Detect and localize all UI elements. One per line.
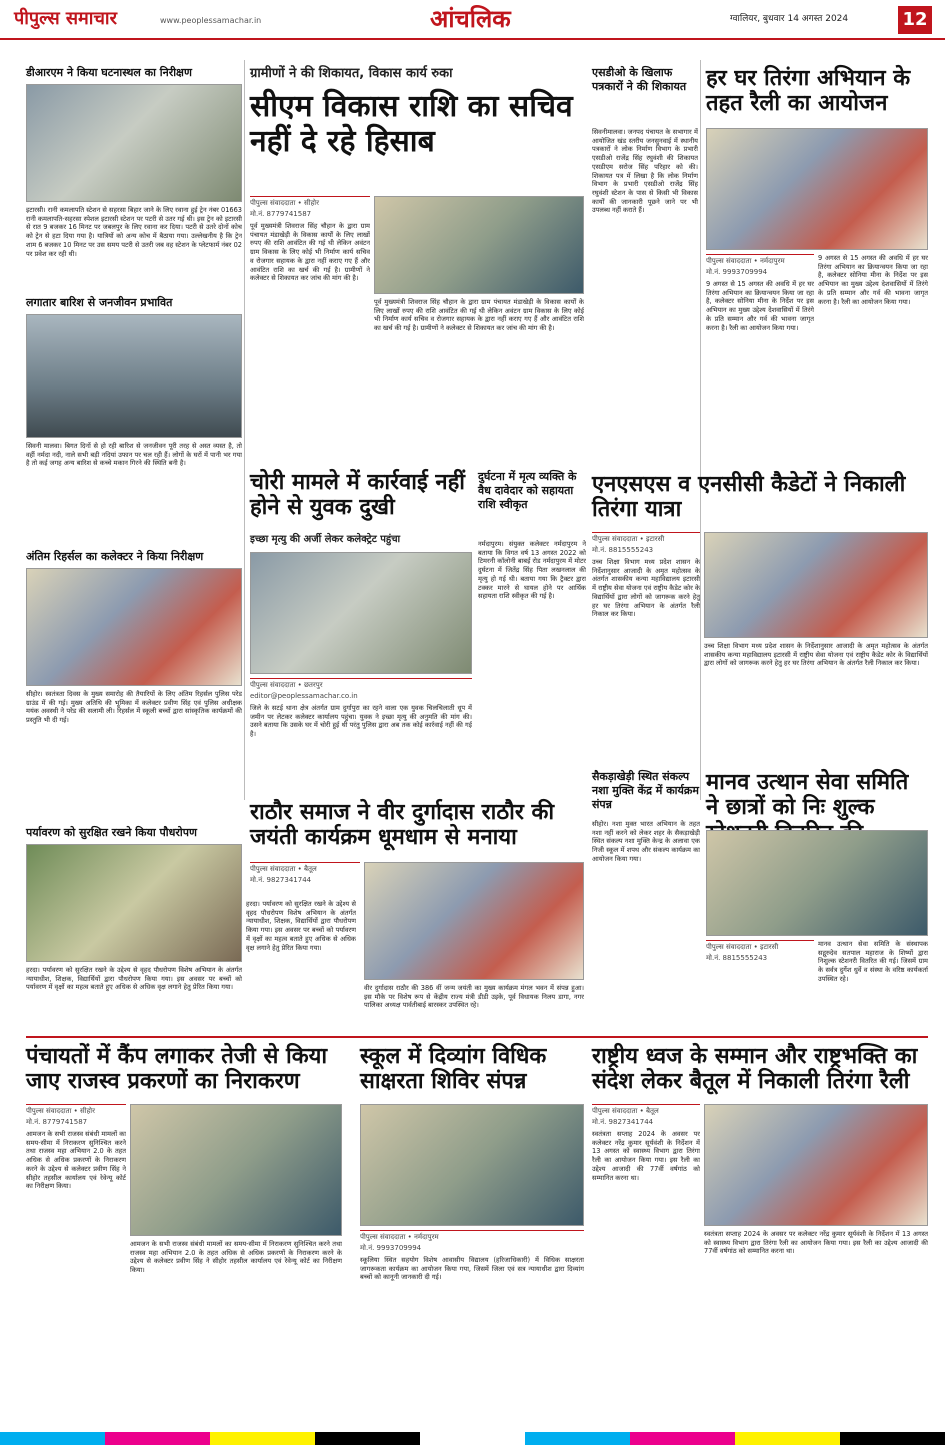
article-body: स्वतंत्रता सप्ताह 2024 के अवसर पर कलेक्टर नरेंद्र कुमार सूर्यवंशी के निर्देशन में 13 अगस्त को स्वास्थ्य विभाग द्वारा तिरंगा रैली का आयोजन किया गया। इस रैली का उद्देश्य आजादी की 77वीं वर्षगांठ को सम्मानित करना था। (592, 1130, 700, 1182)
article-headline: लगातार बारिश से जनजीवन प्रभावित (26, 296, 173, 309)
news-photo (26, 84, 242, 202)
news-photo (360, 1104, 584, 1226)
byline-mobile: मो.नं. 9827341744 (250, 876, 312, 884)
article-body: सिवनीमालवा। जनपद पंचायत के सभागार में आयोजित खंड स्तरीय जनसुनवाई में स्थानीय पत्रकारों ने लोक निर्माण विभाग के प्रभारी एसडीओ राजेंद्र सिंह रघुवंशी की शिकायत एसडीएम सरोज सिंह परिहार को की। शिकायत पत्र में लिखा है कि लोक निर्माण विभाग के प्रभारी एसडीओ राजेंद्र सिंह रघुवंशी स्टेशन के पास से किसी भी विकास कार्यों की जानकारी पूछने जाने पर भी उपलब्ध नहीं कराते हैं। (592, 128, 698, 215)
article-body: स्कूलिया स्थित सहयोग विशेष आवासीय विद्यालय (हरिजाधिकारी) में विधिक साक्षरता जागरूकता कार्यक्रम का आयोजन किया गया, जिसमें जिला एवं सत्र न्यायाधीश द्वारा दिव्यांग बच्चों को कानूनी जानकारी दी गई। (360, 1256, 584, 1282)
byline: पीपुल्स संवाददाता • बैतूल (250, 862, 360, 874)
article-headline: चोरी मामले में कार्रवाई नहीं होने से युवक दुखी (250, 469, 465, 521)
article-body: सीहोर। नशा मुक्त भारत अभियान के तहत नशा नहीं करने को लेकर शहर के सैकड़ाखेड़ी स्थित संकल्प नशा मुक्ति केन्द्र के अलावा एक निजी स्कूल में शपथ और संकल्प कार्यक्रम का आयोजन किया गया। (592, 820, 700, 863)
news-photo (130, 1104, 342, 1236)
article-body: उच्च शिक्षा विभाग मध्य प्रदेश शासन के निर्देशानुसार आजादी के अमृत महोत्सव के अंतर्गत शासकीय कन्या महाविद्यालय इटारसी में राष्ट्रीय सेवा योजना एवं राष्ट्रीय कैडेट कोर के विद्यार्थियों द्वारा लोगों को जागरूक करने हेतु हर घर तिरंगा अभियान के अंतर्गत रैली निकाल कर किया। (592, 558, 700, 619)
article-body: जिले के सटई थाना क्षेत्र अंतर्गत ग्राम दुर्गापुरा का रहने वाला एक युवक चिलचिलाती धूप में जमीन पर लेटकर कलेक्टर कार्यालय पहुंचा। युवक ने इच्छा मृत्यु की अनुमति की मांग की। उसने बताया कि उसके घर में चोरी हुई थी परंतु पुलिस द्वारा अब तक कोई कार्रवाई नहीं की गई है। (250, 704, 472, 739)
news-photo (364, 862, 584, 980)
article-headline: अंतिम रिहर्सल का कलेक्टर ने किया निरीक्षण (26, 550, 204, 563)
byline: पीपुल्स संवाददाता • इटारसी (706, 940, 814, 952)
news-photo (704, 1104, 928, 1226)
article-body: सिवनी मालवा। बिगत दिनों से हो रही बारिश से जनजीवन पूरी तरह से अस्त व्यस्त है, तो वहीं नर्मदा नदी, नाले सभी बड़ी नदियां उफान पर चल रही हैं। लोगों के घरों में पानी भर गया है तो कई जगह अन्य बारिश से कच्चे मकान गिरने की स्थिति बनी है। (26, 442, 242, 468)
article-headline: राष्ट्रीय ध्वज के सम्मान और राष्ट्रभक्ति का संदेश लेकर बैतूल में निकाली तिरंगा रैली (592, 1043, 918, 1095)
article-body: स्वतंत्रता सप्ताह 2024 के अवसर पर कलेक्टर नरेंद्र कुमार सूर्यवंशी के निर्देशन में 13 अगस्त को स्वास्थ्य विभाग द्वारा तिरंगा रैली का आयोजन किया गया। इस रैली का उद्देश्य आजादी की 77वीं वर्षगांठ को सम्मानित करना था। (704, 1230, 928, 1256)
article-headline: स्कूल में दिव्यांग विधिक साक्षरता शिविर संपन्न (360, 1043, 547, 1095)
news-photo (26, 844, 242, 962)
byline-mobile: मो.नं. 8815555243 (592, 546, 654, 554)
page-number: 12 (898, 6, 932, 34)
article-headline: सीएम विकास राशि का सचिव नहीं दे रहे हिसाब (250, 89, 573, 159)
article-body: 9 अगस्त से 15 अगस्त की अवधि में हर घर तिरंगा अभियान का क्रियान्वयन किया जा रहा है, कलेक्टर सोनिया मीना के निर्देश पर इस अभियान का मुख्य उद्देश्य देशवासियों में तिरंगे के प्रति सम्मान और गर्व की भावना जागृत करना है। रैली का आयोजन किया गया। (818, 254, 928, 306)
article-body: पूर्व मुख्यमंत्री शिवराज सिंह चौहान के द्वारा ग्राम पंचायत मंडाखेड़ी के विकास कार्यों के लिए लाखों रुपए की राशि आवंटित की गई थी लेकिन अवंटन ग्राम विकास के लिए कोई भी निर्माण कार्य सचिव व रोजगार सहायक के द्वारा नहीं कराए गए हैं और आवंटित राशि का खर्च की गई है। ग्रामीणों ने कलेक्टर से शिकायत कर जांच की मांग की है। (250, 222, 370, 283)
article-body: आमजन के सभी राजस्व संबंधी मामलों का समय-सीमा में निराकरण सुनिश्चित करने तथा राजस्व महा अभियान 2.0 के तहत अधिक से अधिक प्रकरणों के निराकरण करने के उद्देश्य से कलेक्टर प्रवीण सिंह ने सीहोर तहसील कार्यालय एवं रेवेन्यू कोर्ट का निरीक्षण किया। (26, 1130, 126, 1191)
article-headline: एनएसएस व एनसीसी कैडेटों ने निकाली तिरंगा यात्रा (592, 471, 906, 523)
byline: पीपुल्स संवाददाता • सीहोर (26, 1104, 126, 1116)
article-body: हरदा। पर्यावरण को सुरक्षित रखने के उद्देश्य से वृहद पौधरोपण विशेष अभियान के अंतर्गत न्यायाधीश, शिक्षक, विद्यार्थियों द्वारा पौधरोपण किया गया। इस अवसर पर बच्चों को पर्यावरण में वृक्षों का महत्व बताते हुए अधिक से अधिक वृक्ष लगाने हेतु प्रेरित किया गया। (26, 966, 242, 992)
article-headline: एसडीओ के खिलाफ पत्रकारों ने की शिकायत (592, 66, 687, 93)
byline: पीपुल्स संवाददाता • बैतूल (592, 1104, 700, 1116)
section-title: आंचलिक (430, 4, 511, 33)
news-photo (704, 532, 928, 638)
article-headline: पंचायतों में कैंप लगाकर तेजी से किया जाए राजस्व प्रकरणों का निराकरण (26, 1043, 328, 1095)
article-body: पूर्व मुख्यमंत्री शिवराज सिंह चौहान के द्वारा ग्राम पंचायत मंडाखेड़ी के विकास कार्यों के लिए लाखों रुपए की राशि आवंटित की गई थी लेकिन अवंटन ग्राम विकास के लिए कोई भी निर्माण कार्य सचिव व रोजगार सहायक के द्वारा नहीं कराए गए हैं और आवंटित राशि का खर्च की गई है। ग्रामीणों ने कलेक्टर से शिकायत कर जांच की मांग की है। (374, 298, 584, 333)
byline-mobile: मो.नं. 9993709994 (360, 1244, 422, 1252)
article-headline: मानव उत्थान सेवा समिति ने छात्रों को निः शुल्क (706, 769, 909, 821)
article-body: उच्च शिक्षा विभाग मध्य प्रदेश शासन के निर्देशानुसार आजादी के अमृत महोत्सव के अंतर्गत शासकीय कन्या महाविद्यालय इटारसी में राष्ट्रीय सेवा योजना एवं राष्ट्रीय कैडेट कोर के विद्यार्थियों द्वारा लोगों को जागरूक करने हेतु हर घर तिरंगा अभियान के अंतर्गत रैली निकाल कर किया। (704, 642, 928, 668)
column-divider (700, 60, 701, 800)
article-headline: दुर्घटना में मृत्य व्यक्ति के वैध दावेदार को सहायता राशि स्वीकृत (478, 470, 577, 511)
news-photo (26, 568, 242, 686)
print-color-bar (0, 1432, 945, 1445)
article-body: नर्मदापुरम। संयुक्त कलेक्टर नर्मदापुरम ने बताया कि विगत वर्ष 13 अगस्त 2022 को टिमरनी कॉलोनी बाबई रोड नर्मदापुरम में मोटर दुर्घटना में जितेंद्र सिंह पिता लखनलाल की मृत्यु हो गई थी। बताया गया कि ट्रैक्टर द्वारा टक्कर मारने से घायल होने पर आर्थिक सहायता राशि स्वीकृत की गई है। (478, 540, 586, 601)
column-divider (244, 60, 245, 800)
section-rule (26, 1036, 928, 1038)
byline: पीपुल्स संवाददाता • छतरपुर (250, 678, 472, 690)
article-body: वीर दुर्गादास राठौर की 386 वीं जन्म जयंती का मुख्य कार्यक्रम मंगल भवन में संपन्न हुआ। इस मौके पर विशेष रूप से केंद्रीय राज्य मंत्री डीडी उइके, पूर्व विधायक निलय डागा, नगर पालिका अध्यक्ष पार्वतीबाई बारस्कर उपस्थित रहे। (364, 984, 584, 1010)
article-headline: पर्यावरण को सुरक्षित रखने किया पौधरोपण (26, 826, 197, 839)
byline-email[interactable]: editor@peoplessamachar.co.in (250, 692, 358, 700)
byline-mobile: मो.नं. 9993709994 (706, 268, 768, 276)
news-photo (706, 128, 928, 250)
byline-mobile: मो.नं. 8815555243 (706, 954, 768, 962)
article-headline: डीआरएम ने किया घटनास्थल का निरीक्षण (26, 66, 192, 79)
article-headline: हर घर तिरंगा अभियान के तहत रैली का आयोजन (706, 65, 911, 117)
article-body: सीहोर। स्वतंत्रता दिवस के मुख्य समारोह की तैयारियों के लिए अंतिम रिहर्सल पुलिस परेड ग्राउंड में की गई। मुख्य अतिथि की भूमिका में कलेक्टर प्रवीण सिंह एवं पुलिस अधीक्षक मयंक अवस्थी ने परेड की सलामी ली। रिहर्सल में स्कूली बच्चों द्वारा सांस्कृतिक कार्यक्रमों की प्रस्तुति भी दी गई। (26, 690, 242, 725)
byline-mobile: मो.नं. 8779741587 (250, 210, 312, 218)
article-body: इटारसी। रानी कमलापति स्टेशन से सहरसा बिहार जाने के लिए रवाना हुई ट्रेन नंबर 01663 रानी कमलापति-सहरसा स्पेशल इटारसी स्टेशन पर पटरी से उतर गई थी। इस ट्रेन को इटारसी से रात 9 बजकर 16 मिनट पर जबलपुर के लिए रवाना कर दिया। पटरी से उतरे दोनों कोच को ट्रेन से हटा दिया गया है। यात्रियों को अन्य कोच में बैठाया गया। उल्लेखनीय है कि ट्रेन शाम 6 बजकर 10 मिनट पर उस समय पटरी से उतरी जब वह स्टेशन के प्लेटफार्म नंबर 02 पर प्रवेश कर रही थी। (26, 206, 242, 258)
article-headline: सैकड़ाखेड़ी स्थित संकल्प नशा मुक्ति केंद्र में कार्यक्रम संपन्न (592, 770, 699, 811)
byline: पीपुल्स संवाददाता • सीहोर (250, 196, 370, 208)
article-body: 9 अगस्त से 15 अगस्त की अवधि में हर घर तिरंगा अभियान का क्रियान्वयन किया जा रहा है, कलेक्टर सोनिया मीना के निर्देश पर इस अभियान का मुख्य उद्देश्य देशवासियों में तिरंगे के प्रति सम्मान और गर्व की भावना जागृत करना है। रैली का आयोजन किया गया। (706, 280, 814, 332)
byline: पीपुल्स संवाददाता • इटारसी (592, 532, 700, 544)
brand-url[interactable]: www.peoplessamachar.in (160, 16, 262, 25)
news-photo (706, 830, 928, 936)
article-kicker: इच्छा मृत्यु की अर्जी लेकर कलेक्ट्रेट पहुंचा (250, 534, 401, 545)
byline-mobile: मो.नं. 9827341744 (592, 1118, 654, 1126)
article-kicker: ग्रामीणों ने की शिकायत, विकास कार्य रुका (250, 66, 453, 81)
article-body: हरदा। पर्यावरण को सुरक्षित रखने के उद्देश्य से वृहद पौधरोपण विशेष अभियान के अंतर्गत न्यायाधीश, शिक्षक, विद्यार्थियों द्वारा पौधरोपण किया गया। इस अवसर पर बच्चों को पर्यावरण में वृक्षों का महत्व बताते हुए अधिक से अधिक वृक्ष लगाने हेतु प्रेरित किया गया। (246, 900, 356, 952)
news-photo (250, 552, 472, 674)
news-photo (374, 196, 584, 294)
article-body: आमजन के सभी राजस्व संबंधी मामलों का समय-सीमा में निराकरण सुनिश्चित करने तथा राजस्व महा अभियान 2.0 के तहत अधिक से अधिक प्रकरणों के निराकरण करने के उद्देश्य से कलेक्टर प्रवीण सिंह ने सीहोर तहसील कार्यालय एवं रेवेन्यू कोर्ट का निरीक्षण किया। (130, 1240, 342, 1275)
news-photo (26, 314, 242, 438)
brand-logo: पीपुल्स समाचार (14, 8, 117, 29)
byline: पीपुल्स संवाददाता • नर्मदापुरम (706, 254, 814, 266)
byline: पीपुल्स संवाददाता • नर्मदापुरम (360, 1230, 584, 1242)
article-body: मानव उत्थान सेवा समिति के संस्थापक सद्गुरुदेव सतपाल महाराज के शिष्यों द्वारा निशुल्क स्टेशनरी वितरित की गई। जिसमें ग्राम के सर्वत्र दुर्गेश धुर्वे व संस्था के वरिष्ठ कार्यकर्ता उपस्थित रहे। (818, 940, 928, 983)
byline-mobile: मो.नं. 8779741587 (26, 1118, 88, 1126)
dateline: ग्वालियर, बुधवार 14 अगस्त 2024 (730, 14, 849, 24)
article-headline: राठौर समाज ने वीर दुर्गादास राठौर की जयंती कार्यक्रम धूमधाम से मनाया (250, 799, 555, 851)
